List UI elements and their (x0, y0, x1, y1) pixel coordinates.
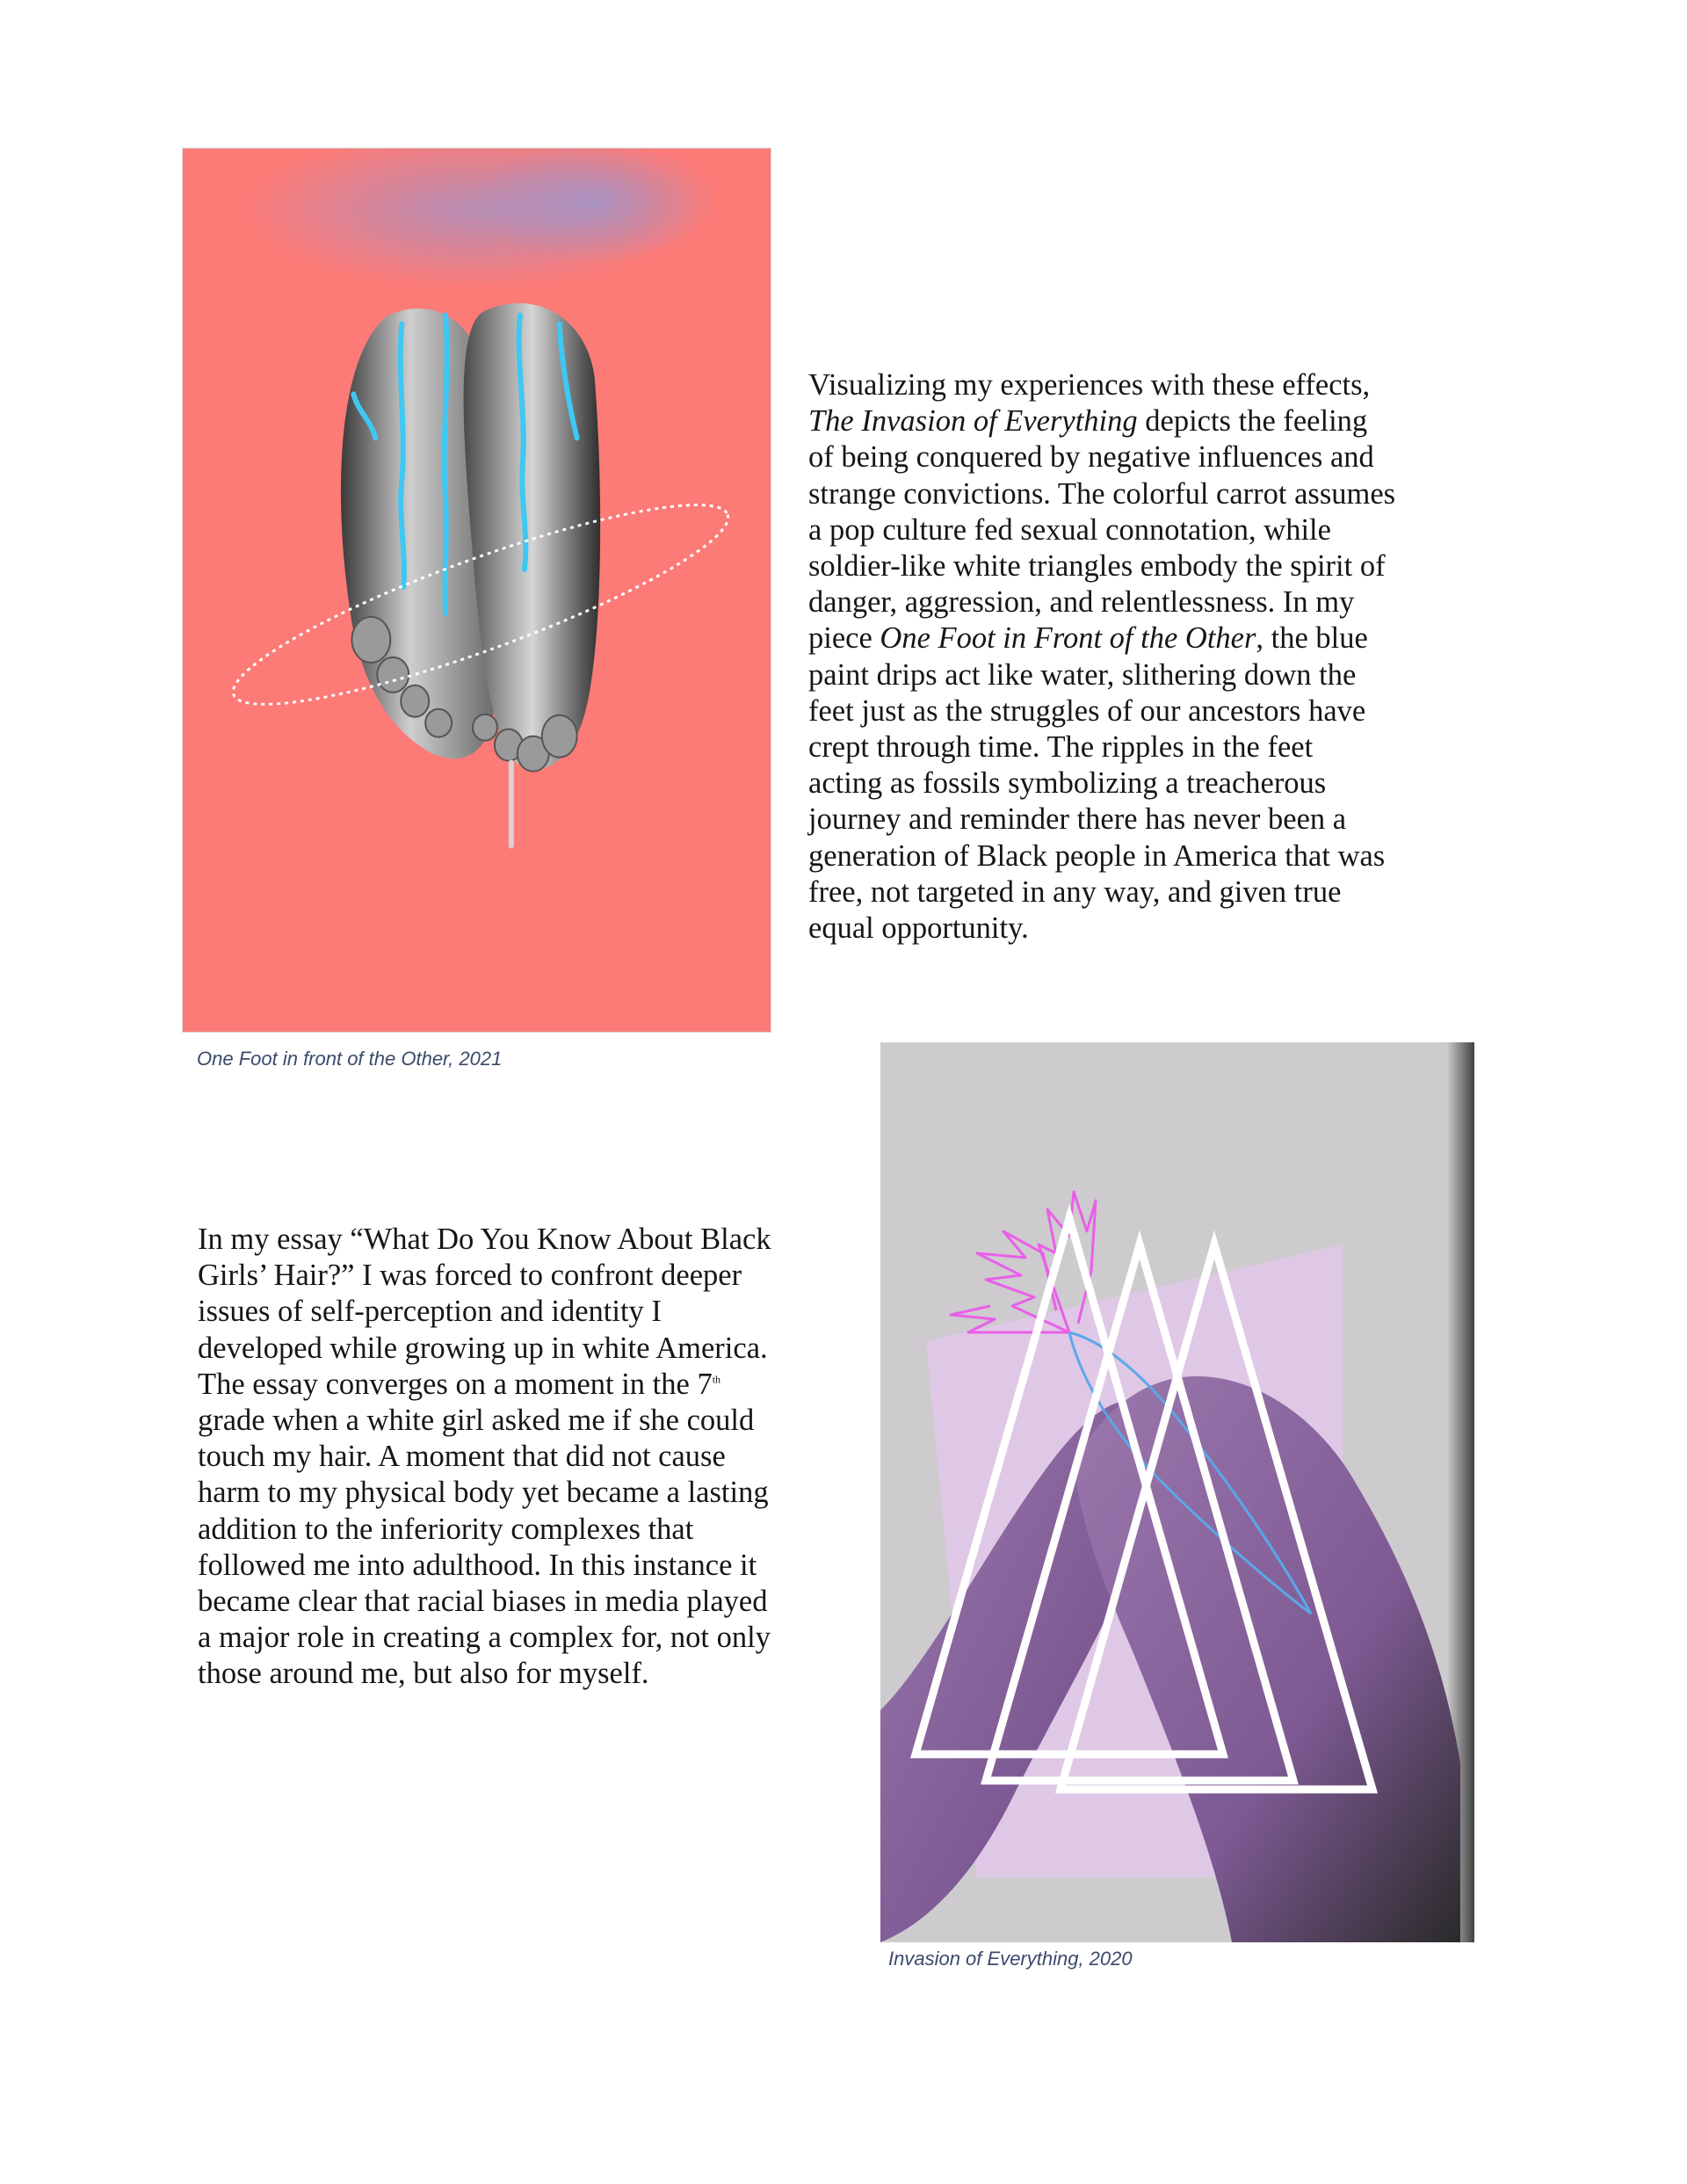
paragraph-line (808, 584, 1511, 620)
paragraph-line (808, 548, 1511, 584)
paragraph-line (808, 403, 1511, 439)
text-run: , the blue (1256, 621, 1368, 656)
text-run: Visualizing my experiences with these effects, (808, 368, 1371, 402)
text-run: Girls’ Hair?” I was forced to confront deeper (198, 1259, 742, 1293)
text-run: of being conquered by negative influences and (808, 440, 1374, 475)
paragraph-line (808, 657, 1511, 693)
text-run: The essay converges on a moment in the 7 (198, 1367, 713, 1401)
paragraph-line (198, 1512, 865, 1548)
artwork-caption: One Foot in front of the Other, 2021 (197, 1048, 503, 1070)
text-run: those around me, but also for myself. (198, 1657, 649, 1691)
text-run: free, not targeted in any way, and given true (808, 874, 1342, 909)
text-run: piece (808, 621, 880, 656)
artwork-one-foot-in-front-of-the-other (182, 148, 771, 1033)
paragraph-line (808, 512, 1511, 548)
paragraph-line (198, 1620, 865, 1656)
text-run: paint drips act like water, slithering down the (808, 657, 1357, 692)
feet-illustration (183, 149, 771, 1032)
artwork-invasion-of-everything (880, 1042, 1479, 1942)
text-run: followed me into adulthood. In this instance it (198, 1548, 757, 1582)
paragraph-line (808, 693, 1511, 729)
paragraph-line (808, 765, 1511, 802)
paragraph-line (198, 1656, 865, 1692)
text-run: strange convictions. The colorful carrot assumes (808, 476, 1396, 511)
paragraph-line (198, 1403, 865, 1439)
paragraph-line (198, 1475, 865, 1511)
paragraph-line (198, 1584, 865, 1620)
text-run: equal opportunity. (808, 911, 1029, 946)
paragraph-line (808, 620, 1511, 657)
paragraph-line (808, 802, 1511, 838)
paragraph-line (198, 1294, 865, 1330)
paragraph-line (808, 476, 1511, 512)
text-run: crept through time. The ripples in the feet (808, 730, 1314, 765)
text-run: harm to my physical body yet became a lasting (198, 1476, 769, 1510)
paragraph-line (198, 1548, 865, 1584)
text-run: a major role in creating a complex for, not only (198, 1621, 771, 1655)
paragraph-invasion-description (808, 367, 1511, 947)
paragraph-line (198, 1222, 865, 1258)
artwork-caption: Invasion of Everything, 2020 (888, 1948, 1133, 1970)
right-edge-line (1474, 1042, 1479, 1942)
paragraph-line (808, 439, 1511, 475)
paragraph-line (198, 1258, 865, 1294)
text-run: feet just as the struggles of our ancestors have (808, 693, 1366, 728)
text-run: touch my hair. A moment that did not cause (198, 1440, 726, 1474)
text-run: depicts the feeling (1137, 404, 1368, 439)
text-run: journey and reminder there has never been a (808, 802, 1347, 837)
text-run: generation of Black people in America that was (808, 838, 1386, 873)
paragraph-line (808, 367, 1511, 403)
text-run: a pop culture fed sexual connotation, while (808, 512, 1331, 547)
text-run: developed while growing up in white America. (198, 1331, 768, 1365)
invasion-illustration (880, 1042, 1479, 1942)
paragraph-essay-description (198, 1222, 865, 1693)
text-run: issues of self-perception and identity I (198, 1295, 662, 1329)
text-run: danger, aggression, and relentlessness. In my (808, 585, 1355, 620)
italic-title: The Invasion of Everything (808, 404, 1138, 439)
ordinal-superscript: th (712, 1373, 721, 1386)
text-run: became clear that racial biases in media played (198, 1585, 768, 1619)
paragraph-line (808, 838, 1511, 874)
text-run: In my essay “What Do You Know About Black (198, 1223, 771, 1256)
paragraph-line (198, 1439, 865, 1475)
paragraph-line (198, 1331, 865, 1367)
paragraph-line (198, 1367, 865, 1403)
text-run: addition to the inferiority complexes that (198, 1512, 694, 1546)
italic-title: One Foot in Front of the Other (880, 621, 1256, 656)
paragraph-line (808, 874, 1511, 911)
text-run: acting as fossils symbolizing a treacherous (808, 766, 1327, 801)
text-run: soldier-like white triangles embody the spirit of (808, 549, 1386, 584)
text-run: grade when a white girl asked me if she could (198, 1404, 755, 1438)
paragraph-line (808, 729, 1511, 765)
paragraph-line (808, 911, 1511, 947)
